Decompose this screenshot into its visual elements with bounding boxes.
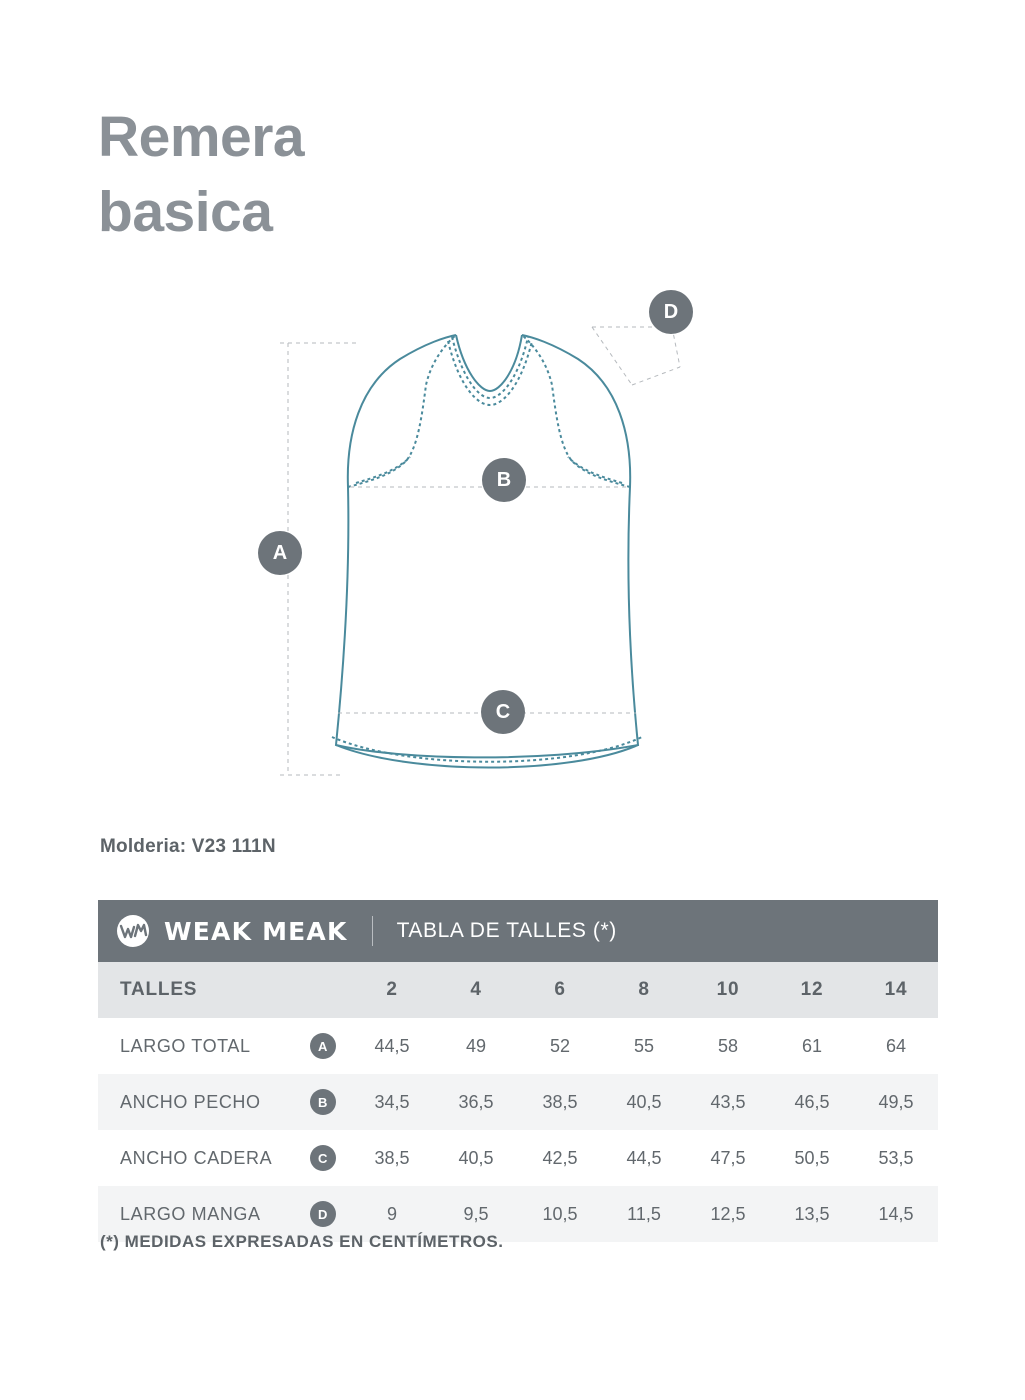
cell-largo-manga-14: 14,5 [854,1186,938,1242]
molderia-code: Molderia: V23 111N [100,836,276,857]
cell-largo-total-4: 49 [434,1018,518,1074]
cell-largo-total-14: 64 [854,1018,938,1074]
table-brand-bar [98,900,938,962]
cell-ancho-cadera-6: 42,5 [518,1130,602,1186]
header-size-6: 6 [518,962,602,1018]
page-title [98,100,698,250]
cell-ancho-pecho-12: 46,5 [770,1074,854,1130]
brand-bar-cell [98,900,938,962]
cell-ancho-pecho-8: 40,5 [602,1074,686,1130]
cell-ancho-cadera-12: 50,5 [770,1130,854,1186]
row-badge-c: C [310,1145,336,1171]
cell-largo-manga-4: 9,5 [434,1186,518,1242]
badge-c: C [481,690,525,734]
row-label-text: LARGO MANGA [120,1203,261,1224]
cell-largo-total-2: 44,5 [350,1018,434,1074]
page-title-line-2: basica [98,180,273,245]
cell-ancho-pecho-10: 43,5 [686,1074,770,1130]
cell-largo-total-8: 55 [602,1018,686,1074]
header-size-8: 8 [602,962,686,1018]
size-table [98,900,938,1242]
header-size-12: 12 [770,962,854,1018]
table-row [98,1074,938,1130]
table-header-row [98,962,938,1018]
row-label-ancho-cadera [98,1130,350,1186]
row-badge-b: B [310,1089,336,1115]
cell-largo-total-10: 58 [686,1018,770,1074]
cell-largo-manga-8: 11,5 [602,1186,686,1242]
cell-largo-total-12: 61 [770,1018,854,1074]
cell-ancho-pecho-14: 49,5 [854,1074,938,1130]
cell-ancho-cadera-4: 40,5 [434,1130,518,1186]
footnote: (*) MEDIDAS EXPRESADAS EN CENTÍMETROS. [100,1232,504,1251]
cell-largo-manga-2: 9 [350,1186,434,1242]
garment-illustration [240,275,760,810]
cell-ancho-cadera-10: 47,5 [686,1130,770,1186]
row-label-largo-total [98,1018,350,1074]
size-table-wrapper [98,900,938,1242]
cell-ancho-pecho-2: 34,5 [350,1074,434,1130]
row-label-text: ANCHO CADERA [120,1147,273,1168]
table-row [98,1018,938,1074]
header-size-4: 4 [434,962,518,1018]
row-label-text: LARGO TOTAL [120,1035,251,1056]
header-label-talles: TALLES [98,962,350,1018]
header-size-10: 10 [686,962,770,1018]
header-size-14: 14 [854,962,938,1018]
cell-largo-manga-10: 12,5 [686,1186,770,1242]
cell-ancho-cadera-2: 38,5 [350,1130,434,1186]
brand-caption: TABLA DE TALLES (*) [396,919,617,942]
cell-ancho-pecho-4: 36,5 [434,1074,518,1130]
cell-ancho-pecho-6: 38,5 [518,1074,602,1130]
cell-ancho-cadera-14: 53,5 [854,1130,938,1186]
row-label-ancho-pecho [98,1074,350,1130]
badge-b: B [482,458,526,502]
cell-largo-manga-6: 10,5 [518,1186,602,1242]
cell-largo-total-6: 52 [518,1018,602,1074]
badge-a: A [258,531,302,575]
badge-d: D [649,290,693,334]
brand-divider [372,916,373,946]
brand-name: WEAK MEAK [164,916,348,946]
cell-ancho-cadera-8: 44,5 [602,1130,686,1186]
row-badge-a: A [310,1033,336,1059]
table-row [98,1130,938,1186]
page-title-line-1: Remera [98,105,305,169]
cell-largo-manga-12: 13,5 [770,1186,854,1242]
header-size-2: 2 [350,962,434,1018]
row-badge-d: D [310,1201,336,1227]
weak-meak-logo-icon [116,914,150,948]
row-label-text: ANCHO PECHO [120,1091,261,1112]
